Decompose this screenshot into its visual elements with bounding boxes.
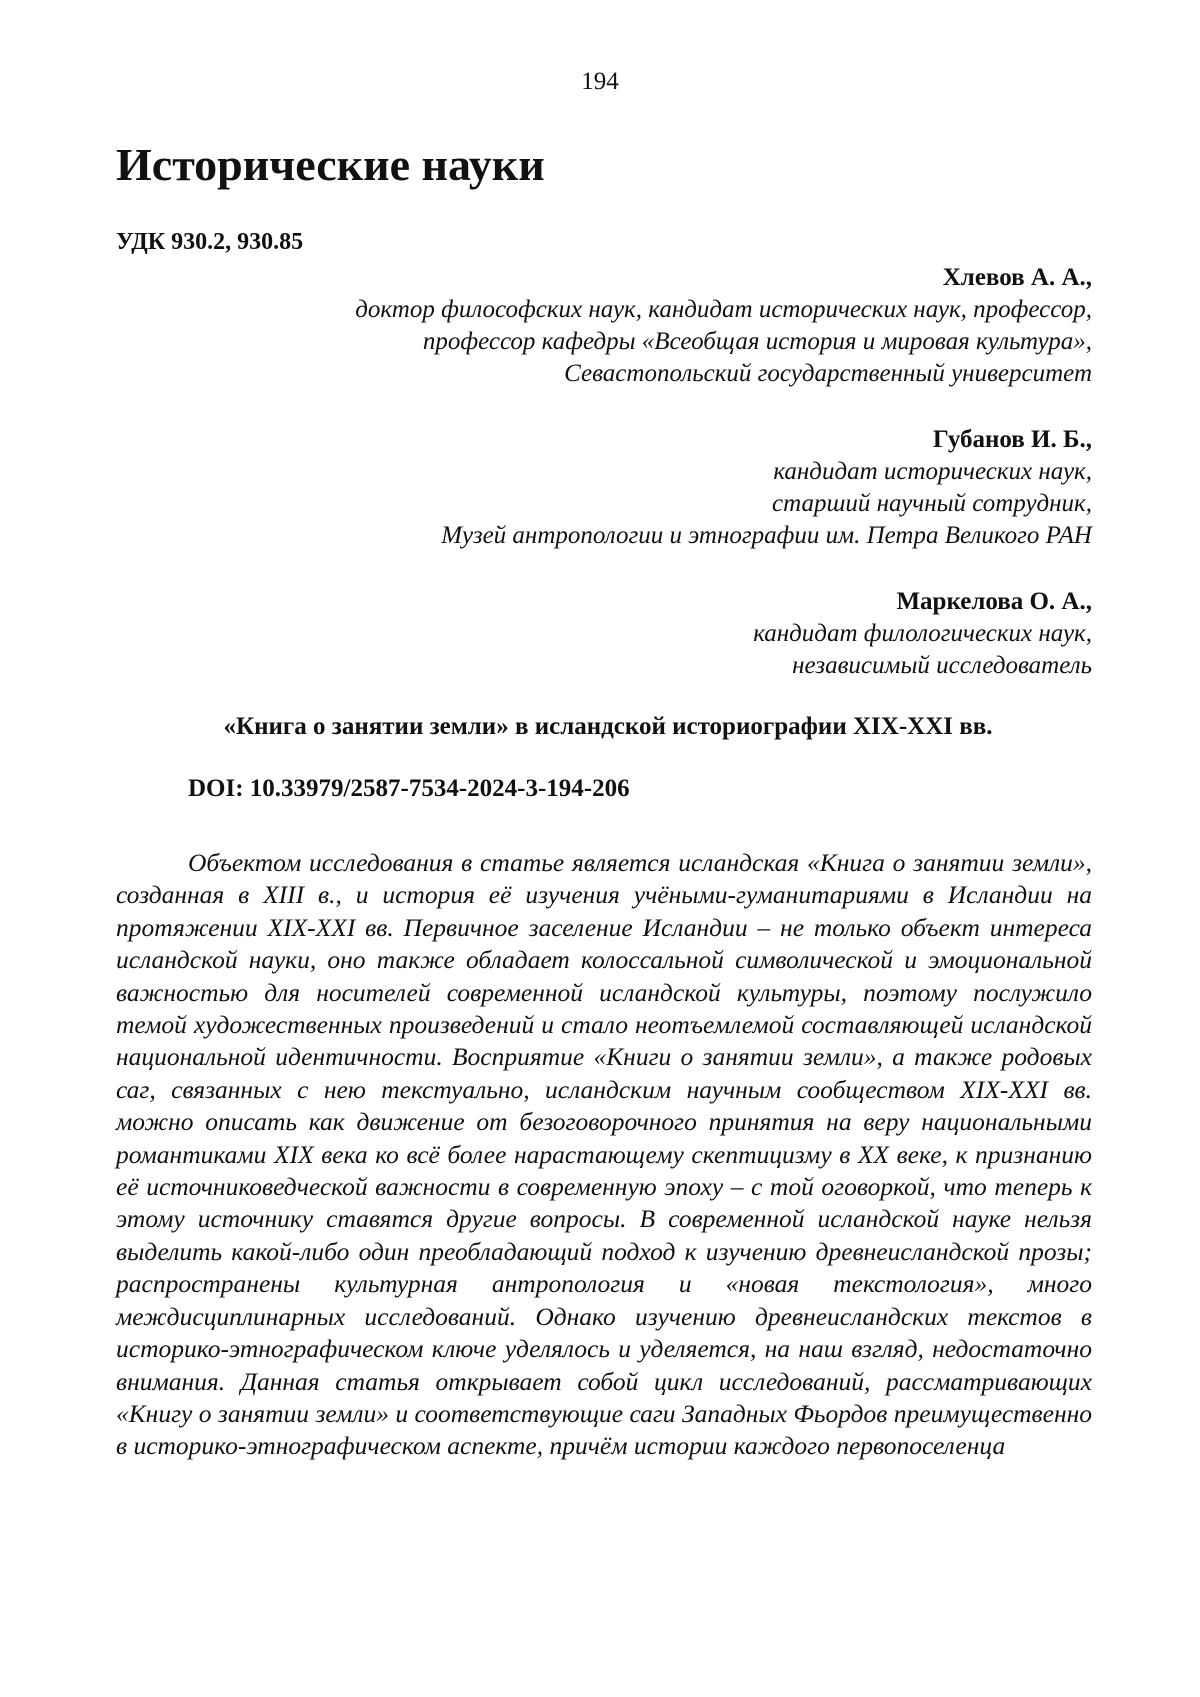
- author-name: Маркелова О. А.,: [896, 588, 1092, 615]
- author-block-markelova: [753, 586, 1092, 682]
- author-affiliation-line: кандидат филологических наук,: [753, 620, 1092, 647]
- author-affiliation-line: независимый исследователь: [792, 652, 1092, 679]
- page-number: 194: [581, 68, 619, 95]
- author-affiliation-line: кандидат исторических наук,: [773, 458, 1092, 485]
- author-affiliation-line: Музей антропологии и этнографии им. Петра Великого РАН: [441, 522, 1092, 549]
- author-block-gubanov: [441, 424, 1092, 552]
- doi-link[interactable]: DOI: 10.33979/2587-7534-2024-3-194-206: [188, 775, 630, 802]
- author-affiliation-line: доктор философских наук, кандидат исторических наук, профессор,: [355, 296, 1092, 323]
- author-block-khlevov: [355, 262, 1092, 390]
- abstract-text: Объектом исследования в статье является исландская «Книга о занятии земли», созданная в XIII в., и история её изучения учёными-гуманитариями в Исландии на протяжении XIX-XXI вв. Первичное заселение Исландии – не только объект интереса исландской науки, оно также обладает колоссальной символической и эмоциональной важностью для носителей современной исландской культуры, поэтому послужило темой художественных произведений и стало неотъемлемой составляющей исландской национальной идентичности. Восприятие «Книги о занятии земли», а также родовых саг, связанных с нею текстуально, исландским научным сообществом XIX-XXI вв. можно описать как движение от безоговорочного принятия на веру национальными романтиками XIX века ко всё более нарастающему скептицизму в XX веке, к признанию её источниковедческой важности в современную эпоху – с той оговоркой, что теперь к этому источнику ставятся другие вопросы. В современной исландской науке нельзя выделить какой-либо один преобладающий подход к изучению древнеисландской прозы; распространены культурная антропология и «новая текстология», много междисциплинарных исследований. Однако изучению древнеисландских текстов в историко-этнографическом ключе уделялось и уделяется, на наш взгляд, недостаточно внимания. Данная статья открывает собой цикл исследований, рассматривающих «Книгу о занятии земли» и соответствующие саги Западных Фьордов преимущественно в историко-этнографическом аспекте, причём истории каждого первопоселенца: [116, 848, 1092, 1461]
- section-title: Исторические науки: [116, 139, 545, 190]
- author-name: Губанов И. Б.,: [932, 426, 1092, 453]
- author-affiliation-line: старший научный сотрудник,: [772, 490, 1092, 517]
- author-name: Хлевов А. А.,: [942, 264, 1092, 291]
- author-affiliation-line: профессор кафедры «Всеобщая история и мировая культура»,: [422, 328, 1092, 355]
- article-title: «Книга о занятии земли» в исландской историографии XIX-XXI вв.: [223, 713, 993, 740]
- author-affiliation-line: Севастопольский государственный университет: [564, 360, 1092, 387]
- udk-code: УДК 930.2, 930.85: [116, 229, 304, 255]
